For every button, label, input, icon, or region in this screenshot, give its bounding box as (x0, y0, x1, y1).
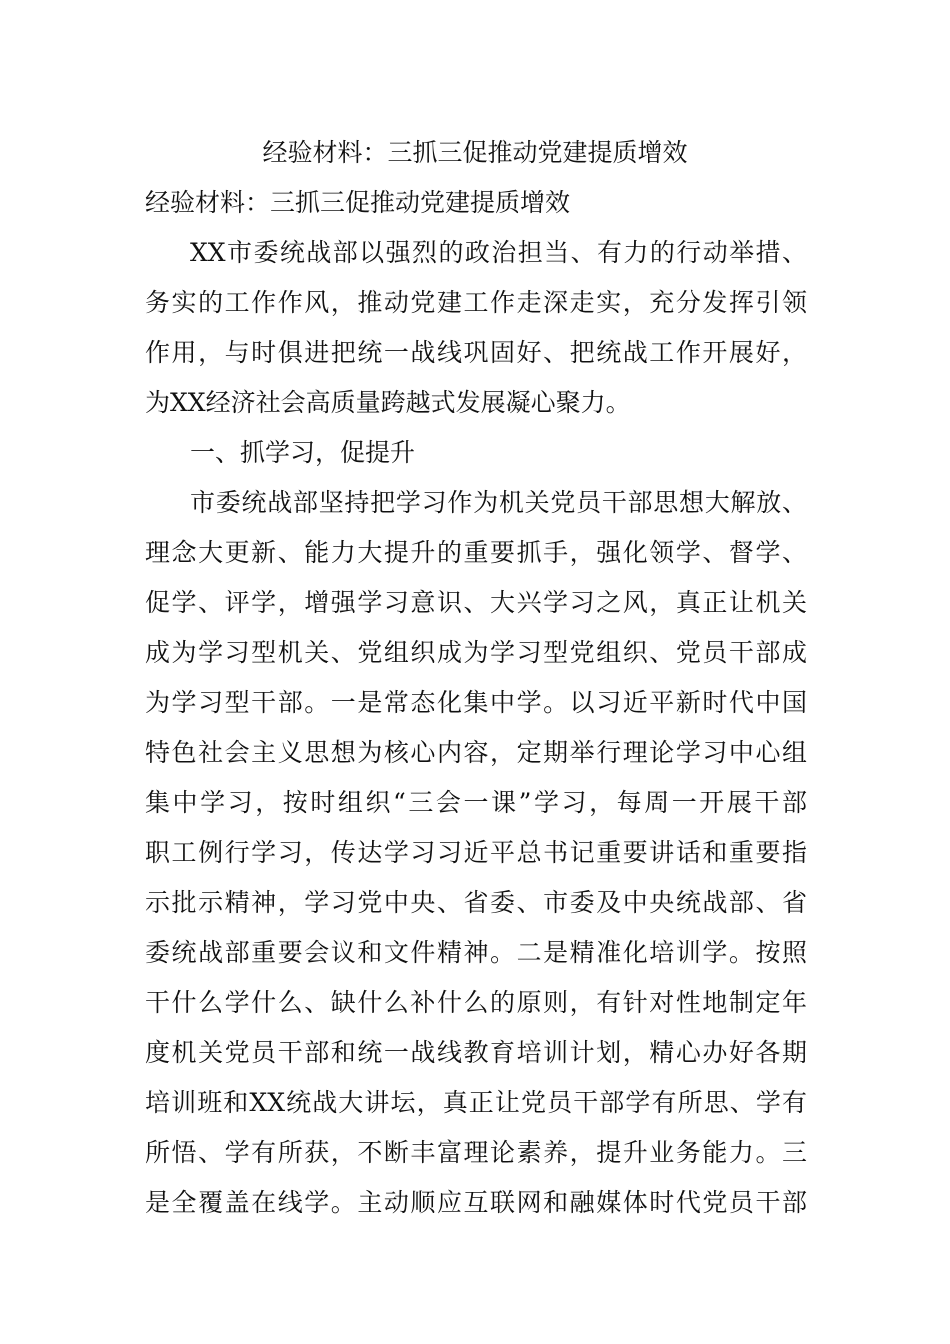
paragraph-line: XX市委统战部以强烈的政治担当、有力的行动举措、 (190, 238, 807, 267)
document-subtitle: 经验材料：三抓三促推动党建提质增效 (145, 188, 571, 217)
paragraph-line: 所悟、学有所获，不断丰富理论素养，提升业务能力。三 (145, 1138, 807, 1167)
paragraph-line: 示批示精神，学习党中央、省委、市委及中央统战部、省 (145, 888, 807, 917)
paragraph-line: 职工例行学习，传达学习习近平总书记重要讲话和重要指 (145, 838, 807, 867)
paragraph-line: 度机关党员干部和统一战线教育培训计划，精心办好各期 (145, 1038, 807, 1067)
paragraph-line: 培训班和XX统战大讲坛，真正让党员干部学有所思、学有 (145, 1088, 807, 1117)
paragraph-line: 委统战部重要会议和文件精神。二是精准化培训学。按照 (145, 938, 807, 967)
document-title: 经验材料：三抓三促推动党建提质增效 (262, 138, 688, 167)
paragraph-line: 特色社会主义思想为核心内容，定期举行理论学习中心组 (145, 738, 807, 767)
paragraph-line: 务实的工作作风，推动党建工作走深走实，充分发挥引领 (145, 288, 807, 317)
section-heading: 一、抓学习，促提升 (190, 438, 416, 467)
paragraph-line: 促学、评学，增强学习意识、大兴学习之风，真正让机关 (145, 588, 807, 617)
paragraph-line: 理念大更新、能力大提升的重要抓手，强化领学、督学、 (145, 538, 807, 567)
paragraph-line: 干什么学什么、缺什么补什么的原则，有针对性地制定年 (145, 988, 807, 1017)
document-body (145, 178, 807, 1228)
paragraph-line: 市委统战部坚持把学习作为机关党员干部思想大解放、 (190, 488, 807, 517)
paragraph-line: 是全覆盖在线学。主动顺应互联网和融媒体时代党员干部 (145, 1188, 807, 1217)
paragraph-line: 成为学习型机关、党组织成为学习型党组织、党员干部成 (145, 638, 807, 667)
paragraph-line: 集中学习，按时组织“三会一课”学习，每周一开展干部 (145, 788, 807, 817)
paragraph-line: 作用，与时俱进把统一战线巩固好、把统战工作开展好， (145, 338, 807, 367)
paragraph-line: 为XX经济社会高质量跨越式发展凝心聚力。 (145, 388, 631, 417)
paragraph-line: 为学习型干部。一是常态化集中学。以习近平新时代中国 (145, 688, 807, 717)
